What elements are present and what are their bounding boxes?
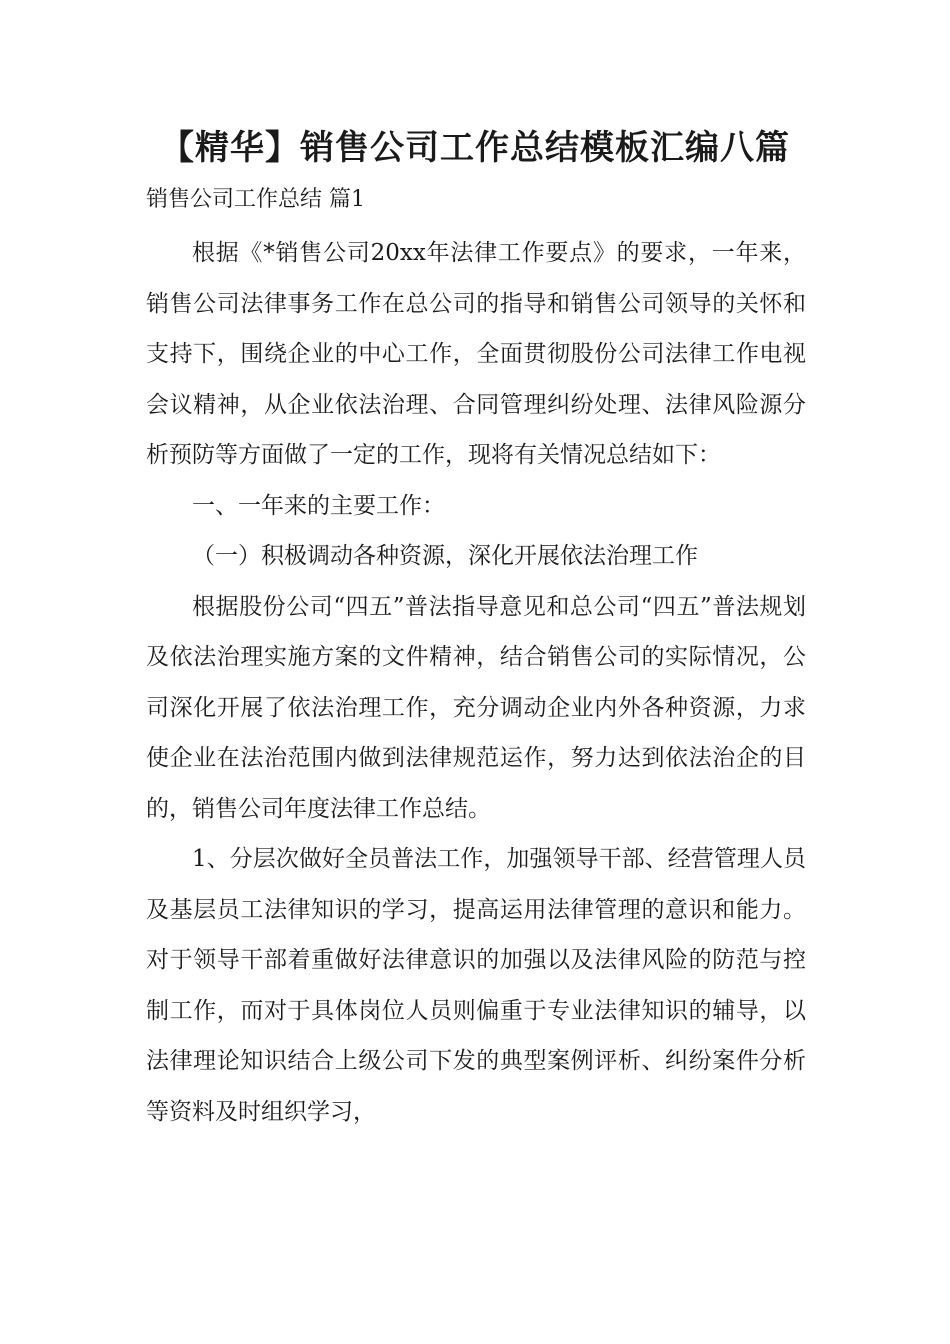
paragraph-intro: 根据《*销售公司20xx年法律工作要点》的要求，一年来，销售公司法律事务工作在总公司的指导和销售公司领导的关怀和支持下，围绕企业的中心工作，全面贯彻股份公司法律工作电视会议精神，从企业依法治理、合同管理纠纷处理、法律风险源分析预防等方面做了一定的工作，现将有关情况总结如下： — [146, 240, 806, 468]
document-body — [146, 228, 806, 1137]
paragraph-legal-governance: 根据股份公司“四五”普法指导意见和总公司“四五”普法规划及依法治理实施方案的文件精神，结合销售公司的实际情况，公司深化开展了依法治理工作，充分调动企业内外各种资源，力求使企业在法治范围内做到法律规范运作，努力达到依法治企的目的，销售公司年度法律工作总结。 — [146, 593, 806, 822]
section-heading: 销售公司工作总结 篇1 — [146, 187, 365, 212]
paragraph-subheading-1: （一）积极调动各种资源，深化开展依法治理工作 — [192, 543, 698, 569]
paragraph-item-1: 1、分层次做好全员普法工作，加强领导干部、经营管理人员及基层员工法律知识的学习，提高运用法律管理的意识和能力。对于领导干部着重做好法律意识的加强以及法律风险的防范与控制工作，而对于具体岗位人员则偏重于专业法律知识的辅导，以法律理论知识结合上级公司下发的典型案例评析、纠纷案件分析等资料及时组织学习， — [146, 846, 806, 1125]
paragraph-main-work-heading: 一、一年来的主要工作： — [192, 492, 445, 519]
document-title: 【精华】销售公司工作总结模板汇编八篇 — [160, 128, 790, 168]
